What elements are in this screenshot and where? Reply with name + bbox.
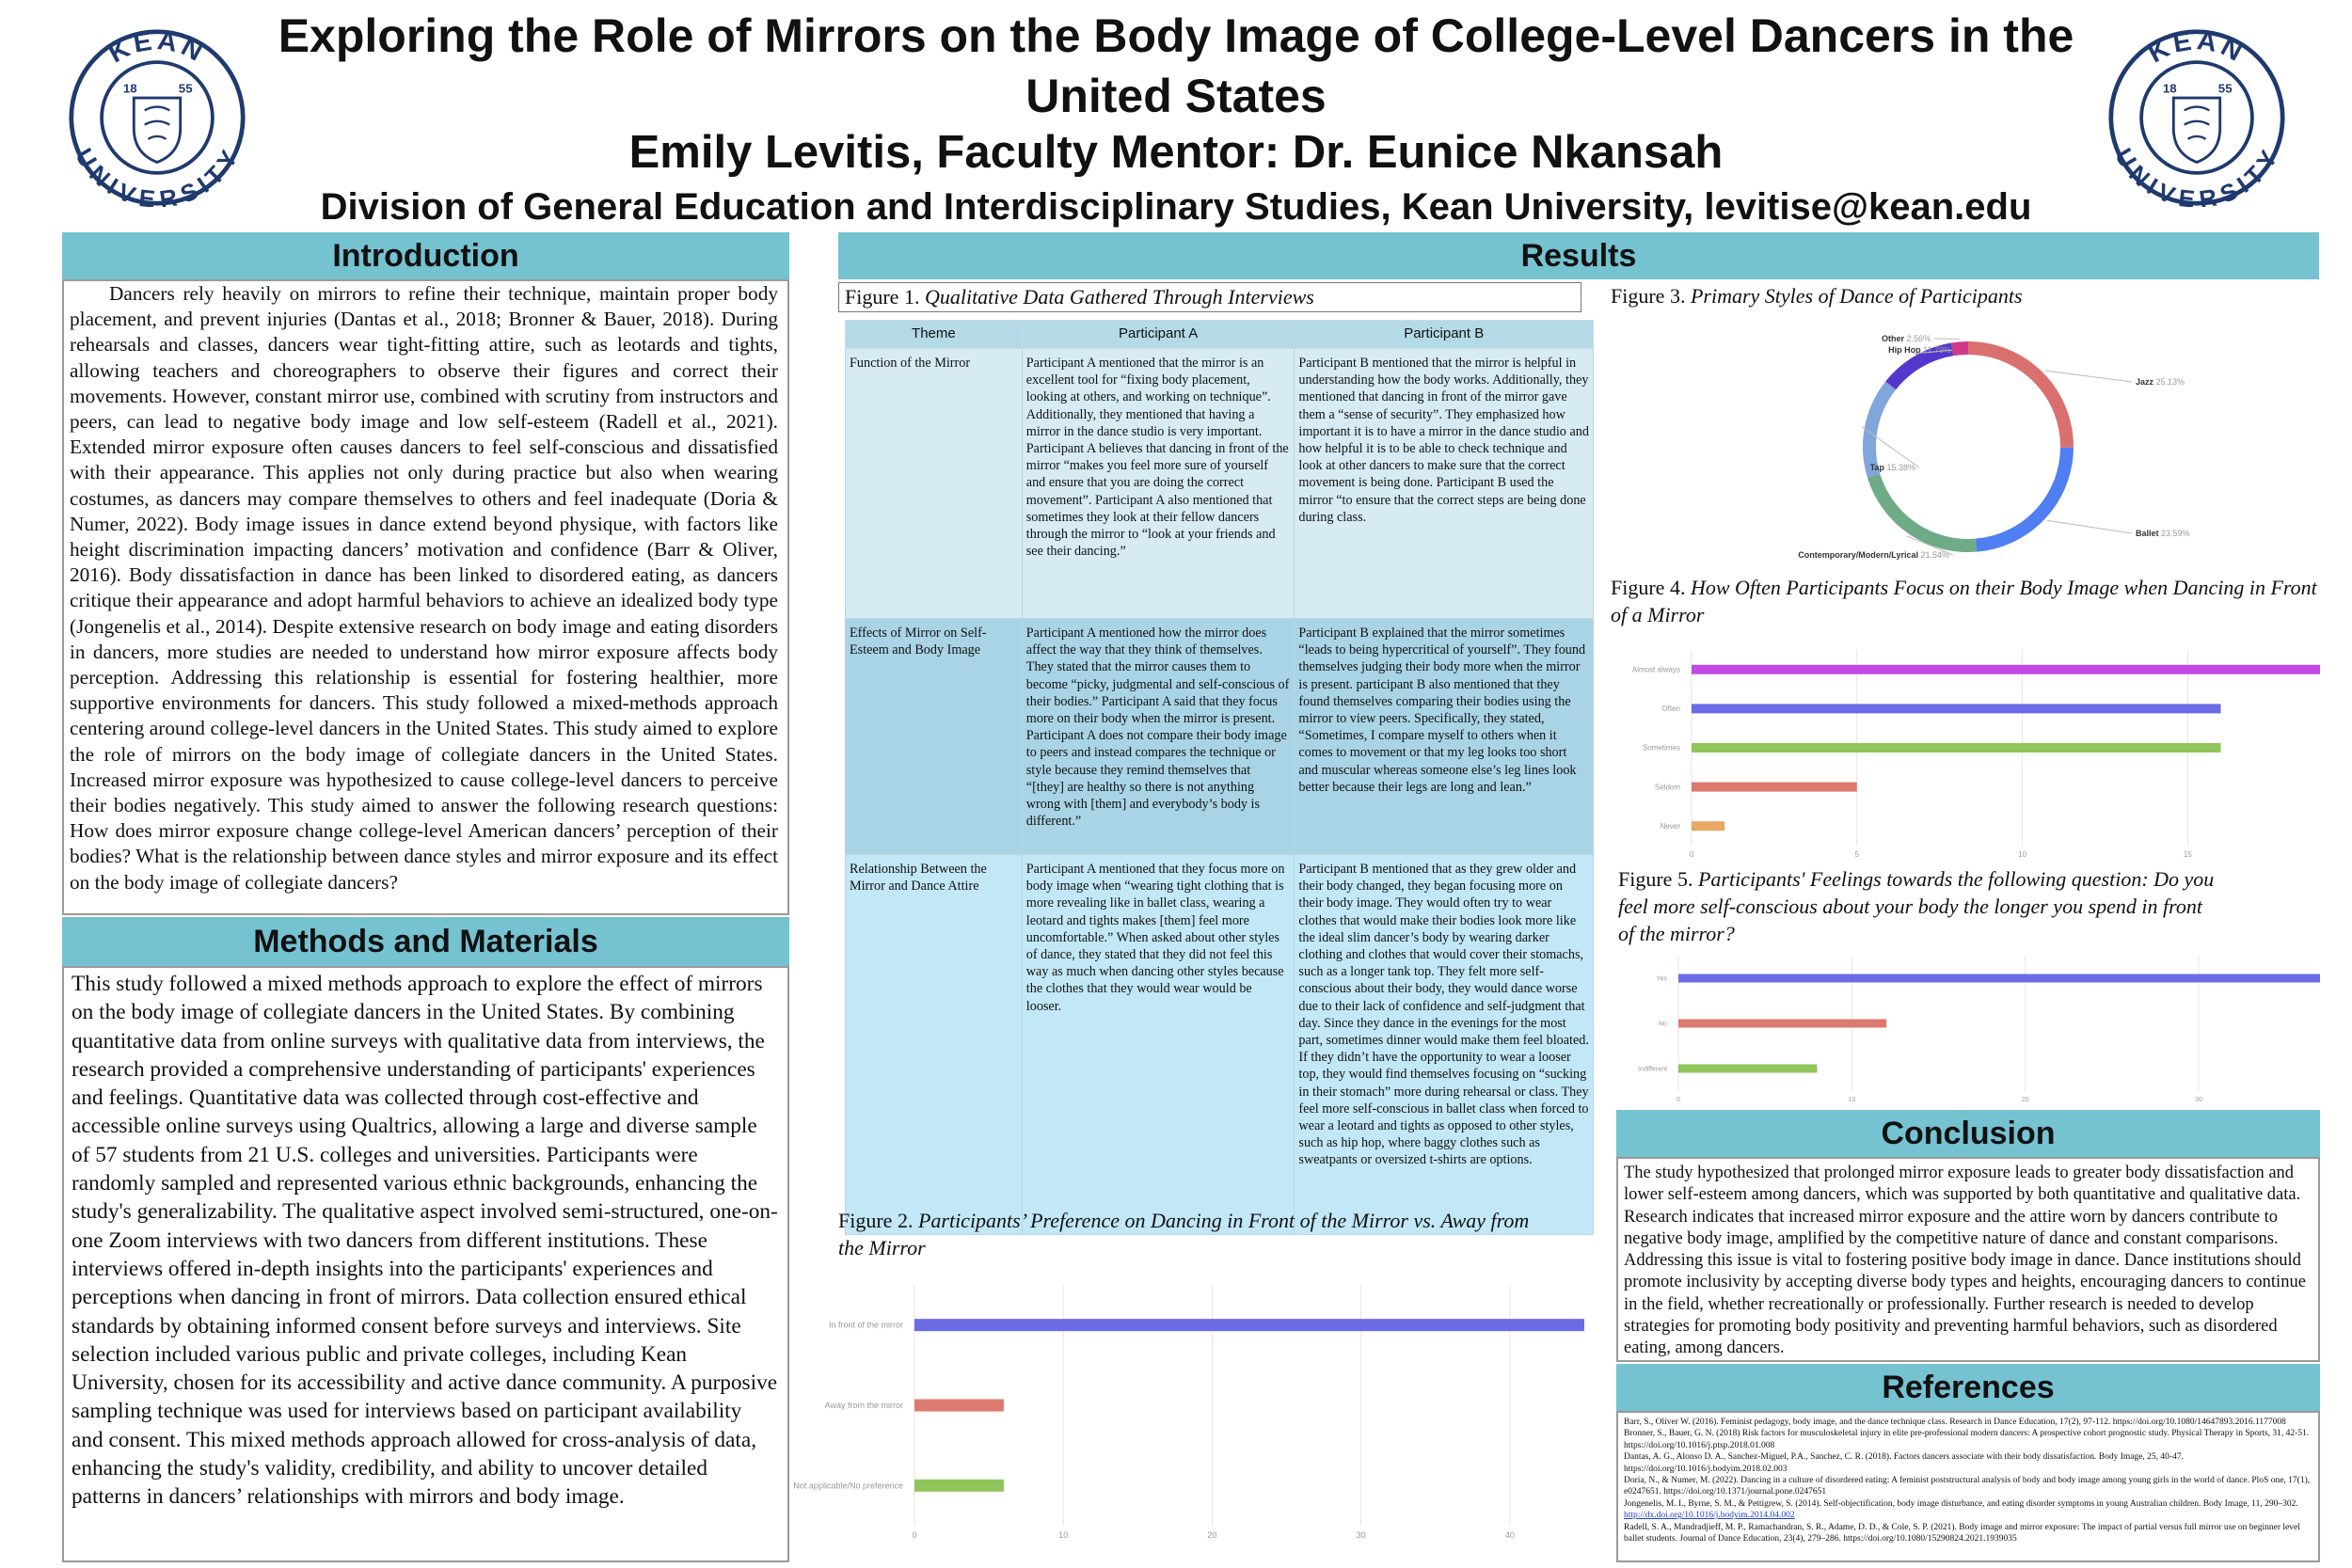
slice-label xyxy=(2136,529,2190,538)
bar xyxy=(1692,783,1857,792)
x-tick-label: 40 xyxy=(1504,1530,1515,1540)
reference-entry: Doria, N., & Numer, M. (2022). Dancing in a culture of disordered eating: A feminist poststructural analysis of body and body image among young girls in the world of dance. PloS one, 17(1), e0247651. https://doi.org/10.1371/journal.pone.0247651 xyxy=(1624,1476,2311,1497)
figure4-bar-chart xyxy=(1611,644,2326,863)
x-tick-label: 10 xyxy=(1848,1097,1856,1103)
references-box xyxy=(1616,1411,2320,1562)
conclusion-header: Conclusion xyxy=(1616,1110,2320,1157)
slice-name: Tap xyxy=(1869,463,1887,472)
x-tick-label: 10 xyxy=(1058,1530,1069,1540)
figure2-caption xyxy=(838,1207,1553,1261)
table-header-row xyxy=(846,321,1594,349)
table-header-cell: Participant A xyxy=(1022,321,1295,349)
x-tick-label: 10 xyxy=(2018,850,2027,859)
reference-link[interactable]: http://dx.doi.org/10.1016/j.bodyim.2014.04.002 xyxy=(1624,1511,1795,1521)
poster-title: Exploring the Role of Mirrors on the Body Image of College-Level Dancers in the United States xyxy=(278,9,2074,122)
table-row xyxy=(846,619,1594,855)
bar xyxy=(1692,743,2221,752)
table-participant-b-cell: Participant B mentioned that the mirror is helpful in understanding how the body works. Additionally, they mentioned that dancing in front of the mirror gave them a “sense of security”. They emphasized how important it is to have a mirror in the dance studio and how helpful it is to be able to check technique and look at other dancers to make sure that the correct movement is being done. Participant B used the mirror “to ensure that the correct steps are being done during class. xyxy=(1295,349,1594,619)
bar xyxy=(1678,974,2320,983)
slice-name: Jazz xyxy=(2136,377,2156,387)
slice-percent: 25.13% xyxy=(2155,377,2185,387)
bar xyxy=(914,1319,1584,1331)
logo-year-left: 18 xyxy=(122,81,137,96)
table-theme-cell: Relationship Between the Mirror and Dance Attire xyxy=(846,855,1023,1235)
table-theme-cell: Effects of Mirror on Self-Esteem and Body Image xyxy=(846,619,1023,855)
table-participant-a-cell: Participant A mentioned that the mirror is an excellent tool for “fixing body placement, looking at others, and working on technique”. Additionally, they mentioned that having a mirror in the dance studio is very important. Participant A believes that dancing in front of the mirror “makes you feel more sure of yourself and ensure that you are doing the correct movement”. Participant A also mentioned that sometimes they look at their fellow dancers through the mirror to “look at your friends and see their dancing.” xyxy=(1022,349,1295,619)
donut-slice xyxy=(1968,348,2067,448)
slice-name: Ballet xyxy=(2136,529,2162,538)
methods-text: This study followed a mixed methods approach to explore the effect of mirrors on the body image of collegiate dancers in the United States. By combining quantitative data from online surveys with qualitative data from interviews, the research provided a comprehensive understanding of participants' experiences and feelings. Quantitative data was collected through cost-effective and accessible online surveys using Qualtrics, allowing a large and diverse sample of 57 students from 21 U.S. colleges and universities. Participants were randomly sampled and represented various ethnic backgrounds, enhancing the study's generalizability. The qualitative aspect involved semi-structured, one-on-one Zoom interviews with two dancers from different institutions. These interviews offered in-depth insights into the participants' experiences and perceptions when dancing in front of mirrors. Data collection ensured ethical standards by obtaining informed consent before surveys and interviews. Site selection included various public and private colleges, including Kean University, chosen for its accessibility and active dance community. A purposive sampling technique was used for interviews based on participant availability and consent. This mixed methods approach allowed for cross-analysis of data, enhancing the study's validity, credibility, and ability to uncover detailed patterns in dancers’ relationships with mirrors and body image. xyxy=(72,972,778,1510)
bar xyxy=(1692,665,2320,674)
figure5-caption xyxy=(1618,865,2220,947)
x-tick-label: 20 xyxy=(1207,1530,1217,1540)
table-theme-cell: Function of the Mirror xyxy=(846,349,1023,619)
slice-leader-line xyxy=(2045,371,2132,382)
reference-entry: https://doi.org/10.1016/j.bodyim.2018.02.003 xyxy=(1624,1464,1788,1474)
x-tick-label: 30 xyxy=(1356,1530,1366,1540)
introduction-text: Dancers rely heavily on mirrors to refine their technique, maintain proper body placement, and prevent injuries (Dantas et al., 2018; Bronner & Bauer, 2018). During rehearsals and classes, dancers wear tight-fitting attire, such as leotards and tights, allowing teachers and choreographers to observe their figures and correct their movements. However, constant mirror use, combined with scrutiny from instructors and peers, can lead to negative body image and low self-esteem (Radell et al., 2021). Extended mirror exposure often causes dancers to feel self-conscious and dissatisfied with their appearance. This applies not only during practice but also when wearing costumes, as dancers may compare themselves to others and feel inadequate (Doria & Numer, 2022). Body image issues in dance extend beyond physique, with factors like height discrimination impacting dancers’ motivation and confidence (Barr & Oliver, 2016). Body dissatisfaction in dance has been linked to disordered eating, as dancers critique their appearance and adopt harmful behaviors to achieve an idealized body type (Jongenelis et al., 2014). Despite extensive research on body image and eating disorders in dancers, more studies are needed to understand how mirror exposure affects body perception. Addressing this relationship is essential for fostering healthier, more supportive environments for dancers. This study followed a mixed-methods approach centering around college-level dancers in the United States. This study aimed to explore the role of mirrors on the body image of collegiate dancers in the United States. Increased mirror exposure was hypothesized to cause college-level dancers to perceive their bodies negatively. This study aimed to answer the following research questions: How does mirror exposure change college-level American dancers’ perception of their bodies? What is the relationship between dance styles and mirror exposure and its effect on the body image of collegiate dancers? xyxy=(70,282,778,894)
slice-label xyxy=(1882,334,1931,343)
reference-list xyxy=(1624,1417,2312,1544)
x-tick-label: 0 xyxy=(1677,1097,1680,1103)
donut-slice xyxy=(1891,349,1953,386)
introduction-header: Introduction xyxy=(62,232,789,279)
slice-name: Other xyxy=(1881,334,1907,343)
bar xyxy=(1692,704,2221,713)
figure4-caption xyxy=(1611,574,2326,628)
x-tick-label: 20 xyxy=(2021,1097,2029,1103)
poster-affiliation: Division of General Education and Interdisciplinary Studies, Kean University, levitise@kean.edu xyxy=(320,186,2032,228)
logo-year-right: 55 xyxy=(178,81,193,96)
poster-authors: Emily Levitis, Faculty Mentor: Dr. Eunice Nkansah xyxy=(628,127,1724,178)
logo-top-text: KEAN xyxy=(2143,28,2250,70)
figure2-bar-chart xyxy=(793,1279,1590,1543)
x-tick-label: 15 xyxy=(2183,850,2192,859)
category-label: Away from the mirror xyxy=(824,1401,903,1410)
conclusion-text: The study hypothesized that prolonged mirror exposure leads to greater body dissatisfaction and lower self-esteem among dancers, which was supported by both quantitative and qualitative data. Research indicates that increased mirror exposure and the attire worn by dancers contribute to negative body image, amplified by the competitive nature of dance and constant comparisons. Addressing this issue is vital to fostering positive body image in dance. Dance institutions should promote inclusivity by accepting diverse body types and heights, encouraging dancers to continue in the field, whether recreationally or professionally. Further research is needed to develop strategies for promoting body positivity and preventing harmful behaviors, such as disordered eating, among dancers. xyxy=(1624,1164,2306,1358)
x-tick-label: 0 xyxy=(1689,850,1694,859)
table-participant-a-cell: Participant A mentioned that they focus more on body image when “wearing tight clothing that is more revealing like in ballet class, wearing a leotard and tights makes [them] feel more uncomfortable.” When asked about other styles of dance, they stated that they did not feel this way as much when dancing other styles because the clothes that they would wear would be looser. xyxy=(1022,855,1295,1235)
figure5-title: Participants' Feelings towards the following question: Do you feel more self-conscious about your body the longer you spend in front of the mirror? xyxy=(1618,867,2215,945)
bar xyxy=(1692,821,1724,831)
category-label: No xyxy=(1659,1021,1667,1028)
reference-entry: Jongenelis, M. I., Byrne, S. M., & Pettigrew, S. (2014). Self-objectification, body image disturbance, and eating disorder symptoms in young Australian children. Body Image, 11, 290–302. xyxy=(1624,1498,2298,1509)
results-header: Results xyxy=(838,232,2319,279)
methods-header: Methods and Materials xyxy=(62,917,789,966)
category-label: Never xyxy=(1660,821,1680,831)
x-tick-label: 0 xyxy=(912,1530,917,1540)
figure3-title: Primary Styles of Dance of Participants xyxy=(1690,284,2023,308)
reference-entry: https://doi.org/10.1016/j.ptsp.2018.01.008 xyxy=(1624,1440,1775,1450)
table-header-cell: Participant B xyxy=(1295,321,1594,349)
category-label: Yes xyxy=(1656,975,1667,983)
x-tick-label: 5 xyxy=(1854,850,1860,859)
figure5-bar-chart xyxy=(1611,950,2326,1108)
logo-bottom-text: UNIVERSITY xyxy=(2109,144,2284,207)
slice-percent: 2.56% xyxy=(1906,334,1931,343)
conclusion-box xyxy=(1616,1157,2320,1362)
category-label: Indifferent xyxy=(1637,1066,1667,1073)
figure2-title: Participants’ Preference on Dancing in Front of the Mirror vs. Away from the Mirror xyxy=(838,1209,1530,1259)
qualitative-table xyxy=(845,320,1594,1235)
slice-leader-line xyxy=(2047,520,2132,533)
category-label: Often xyxy=(1661,705,1680,714)
bar xyxy=(914,1400,1004,1412)
x-tick-label: 30 xyxy=(2195,1097,2202,1103)
category-label: Not applicable/No preference xyxy=(793,1481,903,1491)
logo-year-left: 18 xyxy=(2162,81,2177,96)
figure4-title: How Often Participants Focus on their Body Image when Dancing in Front of a Mirror xyxy=(1611,576,2317,626)
figure3-label: Figure 3. xyxy=(1611,284,1686,308)
figure1-caption xyxy=(838,282,1581,312)
slice-name: Contemporary/Modern/Lyrical xyxy=(1798,550,1921,560)
slice-label xyxy=(2136,377,2185,387)
logo-top-text: KEAN xyxy=(103,28,211,70)
figure3-caption xyxy=(1611,282,2307,309)
slice-percent: 11.79% xyxy=(1923,345,1951,355)
kean-university-logo-right xyxy=(2107,28,2286,207)
bar xyxy=(914,1480,1004,1492)
donut-slice xyxy=(1976,448,2067,546)
bar xyxy=(1678,1065,1817,1073)
table-participant-b-cell: Participant B explained that the mirror sometimes “leads to being hypercritical of yourself”. They found themselves judging their body more when the mirror is present. participant B also mentioned that they found themselves comparing their bodies using the mirror to view peers. Specifically, they stated, “Sometimes, I compare myself to others when it comes to movement or that my leg looks too short and muscular whereas someone else’s leg lines look better because their legs are long and lean.” xyxy=(1295,619,1594,855)
introduction-box xyxy=(62,279,789,915)
figure1-title: Qualitative Data Gathered Through Interviews xyxy=(924,285,1314,309)
reference-entry: Bronner, S., Bauer, G. N. (2018) Risk factors for musculoskeletal injury in elite pre-professional modern dancers: A prospective cohort prognostic study. Physical Therapy in Sports, 31, 42-51. xyxy=(1624,1429,2310,1439)
donut-slice xyxy=(1952,348,1968,349)
kean-university-logo-left xyxy=(68,28,246,207)
category-label: Almost always xyxy=(1631,665,1680,674)
slice-percent: 15.38% xyxy=(1886,463,1915,472)
figure1-label: Figure 1. xyxy=(845,285,920,309)
table-header-cell: Theme xyxy=(846,321,1023,349)
donut-slice xyxy=(1874,476,1977,546)
figure3-donut-chart xyxy=(1611,320,2326,569)
category-label: Seldom xyxy=(1654,783,1680,792)
reference-entry: Dantas, A. G., Alonso D. A., Sanchez-Miguel, P.A., Sanchez, C. R. (2018). Factors dancers associate with their body dissatisfaction. Body Image, 25, 40-47. xyxy=(1624,1452,2184,1463)
table-participant-a-cell: Participant A mentioned how the mirror does affect the way that they think of themselves. They stated that the mirror causes them to become “picky, judgmental and self-conscious of their bodies.” Participant A said that they focus more on their body when the mirror is present. Participant A does not compare their body image to peers and instead compares the technique or style because they remind themselves that “[they] are healthy so there is not anything wrong with [them] and everybody’s body is different.” xyxy=(1022,619,1295,855)
slice-percent: 21.54% xyxy=(1920,550,1949,560)
slice-percent: 23.59% xyxy=(2161,529,2190,538)
table-participant-b-cell: Participant B mentioned that as they grew older and their body changed, they began focusing more on their body image. They would often try to wear clothes that would make their bodies look more like the ideal slim dancer’s body by wearing darker clothing and clothes that would cover their stomachs, such as a longer tank top. They felt more self-conscious about their body, they would dance worse due to their lack of confidence and self-judgment that day. Since they dance in the evenings for the most part, sometimes dinner would make them feel bloated. If they didn’t have the opportunity to wear a looser top, they would find themselves focusing on “sucking in their stomach” more during rehearsal or class. They feel more self-conscious in ballet class when forced to wear a leotard and tights as opposed to other styles, such as hip hop, where baggy clothes such as sweatpants or oversized t-shirts are options. xyxy=(1295,855,1594,1235)
references-header: References xyxy=(1616,1364,2320,1411)
figure5-label: Figure 5. xyxy=(1618,867,1693,891)
figure2-label: Figure 2. xyxy=(838,1209,914,1232)
logo-year-right: 55 xyxy=(2217,81,2233,96)
reference-entry: Radell, S. A., Mandradjieff, M. P., Ramachandran, S. R., Adame, D. D., & Cole, S. P. (2021). Body image and mirror exposure: The impact of partial versus full mirror use on beginner level ballet students. Journal of Dance Education, 23(4), 279–286. https://doi.org/10.1080/15290824.2021.1939035 xyxy=(1624,1522,2300,1544)
table-row xyxy=(846,855,1594,1235)
category-label: In front of the mirror xyxy=(828,1320,903,1330)
slice-label xyxy=(1870,463,1915,472)
methods-box xyxy=(62,966,789,1562)
reference-entry: Barr, S., Oliver W. (2016). Feminist pedagogy, body image, and the dance technique class. Research in Dance Education, 17(2), 97-112. https://doi.org/10.1080/14647893.2016.1177008 xyxy=(1624,1418,2286,1427)
slice-name: Hip Hop xyxy=(1888,345,1924,355)
slice-label xyxy=(1798,550,1949,560)
category-label: Sometimes xyxy=(1642,743,1680,752)
table-row xyxy=(846,349,1594,619)
figure4-label: Figure 4. xyxy=(1611,576,1686,599)
bar xyxy=(1678,1020,1886,1028)
logo-bottom-text: UNIVERSITY xyxy=(70,144,245,207)
